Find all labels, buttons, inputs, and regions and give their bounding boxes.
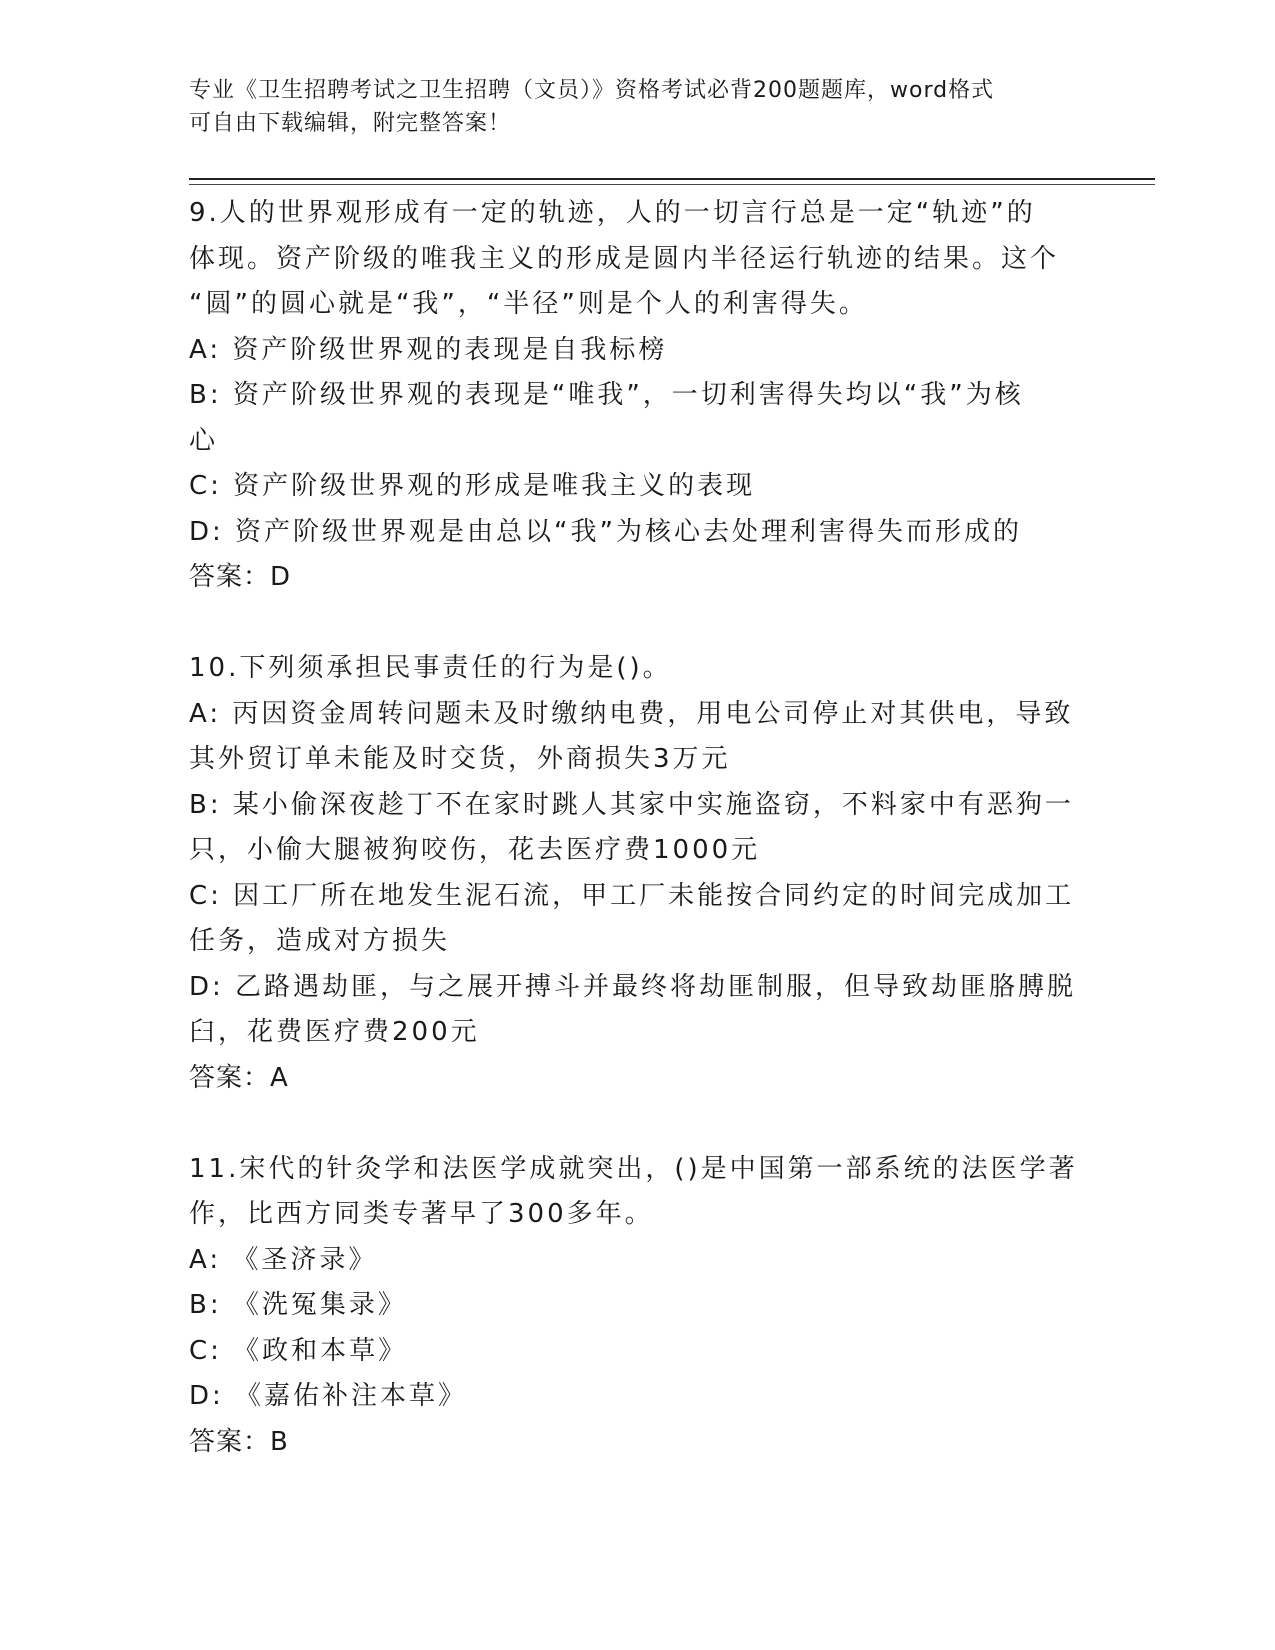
header-line-1: 专业《卫生招聘考试之卫生招聘（文员）》资格考试必背200题题库，word格式 — [189, 78, 995, 103]
question-9-option-d: D: 资产阶级世界观是由总以“我”为核心去处理利害得失而形成的 — [189, 516, 1022, 547]
question-10-option-c-cont: 任务，造成对方损失 — [189, 926, 451, 956]
question-10-option-d: D: 乙路遇劫匪，与之展开搏斗并最终将劫匪制服，但导致劫匪胳膊脱 — [189, 971, 1077, 1002]
question-9-option-c: C: 资产阶级世界观的形成是唯我主义的表现 — [189, 471, 756, 501]
question-9-option-b-cont: 心 — [189, 425, 219, 456]
question-11-option-c: C: 《政和本草》 — [189, 1335, 408, 1366]
question-9-stem-line-1: 9.人的世界观形成有一定的轨迹，人的一切言行总是一定“轨迹”的 — [189, 198, 1036, 228]
question-list — [189, 191, 1089, 1465]
question-10-option-b: B: 某小偷深夜趁丁不在家时跳人其家中实施盗窃，不料家中有恶狗一 — [189, 789, 1074, 820]
question-9-option-a: A: 资产阶级世界观的表现是自我标榜 — [189, 334, 668, 365]
header-divider-thick — [189, 178, 1155, 180]
question-10-option-c: C: 因工厂所在地发生泥石流，甲工厂未能按合同约定的时间完成加工 — [189, 880, 1075, 911]
question-9-answer: 答案：D — [189, 562, 292, 592]
question-10-option-a-cont: 其外贸订单未能及时交货，外商损失3万元 — [189, 744, 731, 774]
document-header — [189, 74, 1069, 140]
header-line-2: 可自由下载编辑，附完整答案！ — [189, 111, 512, 136]
question-spacer — [189, 601, 1089, 647]
question-9-stem-line-3: “圆”的圆心就是“我”，“半径”则是个人的利害得失。 — [189, 289, 868, 319]
question-11-stem-line-1: 11.宋代的针灸学和法医学成就突出，()是中国第一部系统的法医学著 — [189, 1153, 1078, 1184]
question-11-answer: 答案：B — [189, 1426, 289, 1457]
header-divider-thin — [189, 184, 1155, 185]
question-11-option-d: D: 《嘉佑补注本草》 — [189, 1381, 468, 1411]
question-10 — [189, 646, 1089, 1101]
question-10-stem: 10.下列须承担民事责任的行为是()。 — [189, 653, 672, 683]
question-9-option-b: B: 资产阶级世界观的表现是“唯我”，一切利害得失均以“我”为核 — [189, 380, 1024, 410]
question-11 — [189, 1147, 1089, 1466]
question-10-option-b-cont: 只，小偷大腿被狗咬伤，花去医疗费1000元 — [189, 835, 761, 865]
question-11-option-a: A: 《圣济录》 — [189, 1244, 378, 1275]
question-11-option-b: B: 《洗冤集录》 — [189, 1290, 407, 1320]
question-9-stem-line-2: 体现。资产阶级的唯我主义的形成是圆内半径运行轨迹的结果。这个 — [189, 243, 1060, 274]
question-spacer — [189, 1101, 1089, 1147]
question-10-option-d-cont: 臼，花费医疗费200元 — [189, 1017, 480, 1047]
question-10-answer: 答案：A — [189, 1062, 289, 1093]
question-10-option-a: A: 丙因资金周转问题未及时缴纳电费，用电公司停止对其供电，导致 — [189, 698, 1074, 729]
question-9 — [189, 191, 1089, 601]
question-11-stem-line-2: 作，比西方同类专著早了300多年。 — [189, 1199, 654, 1229]
